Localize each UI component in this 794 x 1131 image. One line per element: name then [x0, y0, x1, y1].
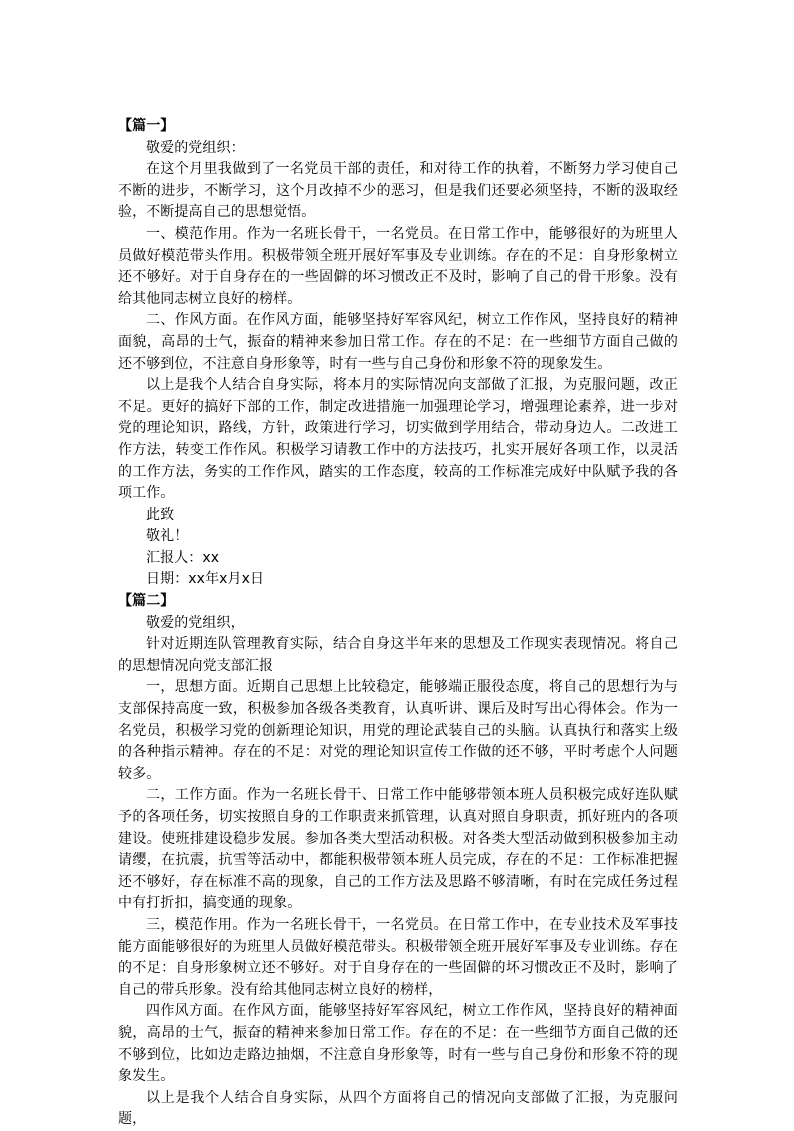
- reporter-line: 汇报人：xx: [146, 549, 220, 566]
- salutation: 敬爱的党组织，: [146, 614, 245, 631]
- paragraph: 二、作风方面。在作风方面，能够坚持好军容风纪，树立工作作风，坚持良好的精神面貌，高昂的士气，振奋的精神来参加日常工作。存在的不足：在一些细节方面自己做的还不够到位，不注意自身形象等，时有一些与自己身份和形象不符的现象发生。: [118, 312, 678, 372]
- closing-line: 此致: [146, 506, 175, 523]
- paragraph: 在这个月里我做到了一名党员干部的责任，和对待工作的执着，不断努力学习使自己不断的进步，不断学习，这个月改掉不少的恶习，但是我们还要必须坚持，不断的汲取经验，不断提高自己的思想觉悟。: [118, 161, 678, 221]
- paragraph: 三，模范作用。作为一名班长骨干，一名党员。在日常工作中，在专业技术及军事技能方面能够很好的为班里人员做好模范带头。积极带领全班开展好军事及专业训练。存在的不足：自身形象树立还不够好。对于自身存在的一些固僻的坏习惯改正不及时，影响了自己的带兵形象。没有给其他同志树立良好的榜样，: [118, 916, 678, 998]
- closing-salute: 敬礼！: [146, 528, 189, 545]
- date-line: 日期：xx年x月x日: [146, 571, 265, 588]
- document-body: [118, 116, 678, 1131]
- paragraph: 一，思想方面。近期自己思想上比较稳定，能够端正服役态度，将自己的思想行为与支部保持高度一致，积极参加各级各类教育，认真听讲、课后及时写出心得体会。作为一名党员，积极学习党的创新理论知识，用党的理论武装自己的头脑。认真执行和落实上级的各种指示精神。存在的不足：对党的理论知识宣传工作做的还不够，平时考虑个人问题较多。: [118, 679, 678, 782]
- paragraph: 针对近期连队管理教育实际，结合自身这半年来的思想及工作现实表现情况。将自己的思想情况向党支部汇报: [118, 636, 678, 674]
- paragraph: 二，工作方面。作为一名班长骨干、日常工作中能够带领本班人员积极完成好连队赋予的各项任务，切实按照自身的工作职责来抓管理，认真对照自身职责，抓好班内的各项建设。使班排建设稳步发展。参加各类大型活动积极。对各类大型活动做到积极参加主动请缨，在抗震，抗雪等活动中，都能积极带领本班人员完成，存在的不足：工作标准把握还不够好，存在标准不高的现象，自己的工作方法及思路不够清晰，有时在完成任务过程中有打折扣，搞变通的现象。: [118, 787, 678, 912]
- section-heading-2: 【篇二】: [118, 593, 175, 610]
- paragraph: 一、模范作用。作为一名班长骨干，一名党员。在日常工作中，能够很好的为班里人员做好模范带头作用。积极带领全班开展好军事及专业训练。存在的不足：自身形象树立还不够好。对于自身存在的一些固僻的坏习惯改正不及时，影响了自己的骨干形象。没有给其他同志树立良好的榜样。: [118, 225, 678, 307]
- section-heading-1: 【篇一】: [118, 118, 175, 134]
- paragraph: 以上是我个人结合自身实际，将本月的实际情况向支部做了汇报，为克服问题，改正不足。更好的搞好下部的工作，制定改进措施一加强理论学习，增强理论素养，进一步对党的理论知识，路线，方针，政策进行学习，切实做到学用结合，带动身边人。二改进工作方法，转变工作作风。积极学习请教工作中的方法技巧，扎实开展好各项工作，以灵活的工作方法，务实的工作作风，踏实的工作态度，较高的工作标准完成好中队赋予我的各项工作。: [118, 377, 678, 502]
- paragraph: 四作风方面。在作风方面，能够坚持好军容风纪，树立工作作风，坚持良好的精神面貌，高昂的士气，振奋的精神来参加日常工作。存在的不足：在一些细节方面自己做的还不够到位，比如边走路边抽烟，不注意自身形象等，时有一些与自己身份和形象不符的现象发生。: [118, 1003, 678, 1085]
- salutation: 敬爱的党组织：: [146, 139, 245, 156]
- paragraph: 以上是我个人结合自身实际，从四个方面将自己的情况向支部做了汇报，为克服问题，: [118, 1089, 678, 1128]
